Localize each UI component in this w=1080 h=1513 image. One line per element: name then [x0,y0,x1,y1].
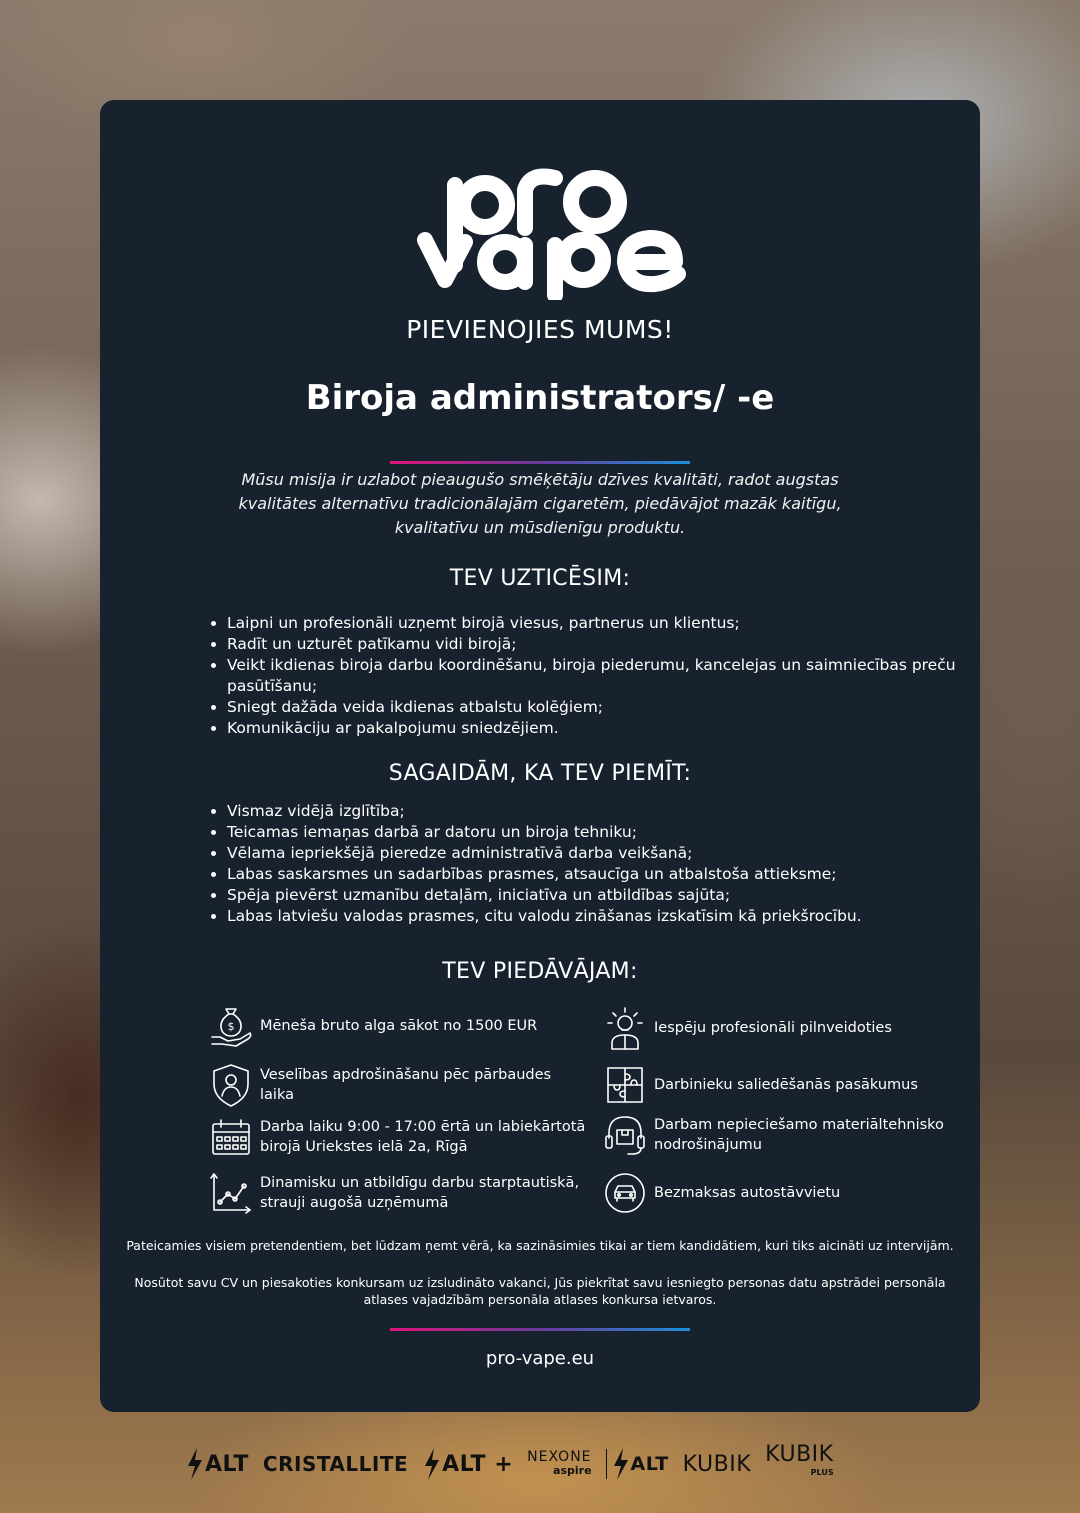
growth-chart-icon [208,1170,254,1216]
job-card [100,100,980,1412]
list-item: • Teicamas iemaņas darbā ar datoru un biroja tehniku; [227,822,967,843]
responsibilities-list [207,613,967,739]
provape-logo [100,150,980,300]
job-title: Biroja administrators/ -e [305,378,775,418]
section-responsibilities-title: TEV UZTICĒSIM: [449,566,631,591]
list-item: • Radīt un uzturēt patīkamu vidi birojā; [227,634,967,655]
list-item: • Vēlama iepriekšējā pieredze administratīvā darba veikšanā; [227,843,967,864]
svg-text:$: $ [227,1020,235,1033]
list-item: • Spēja pievērst uzmanību detaļām, iniciatīva un atbildības sajūta; [227,885,967,906]
brand-kubik: KUBIK [682,1451,752,1477]
headset-support-icon [602,1112,648,1158]
list-item: • Sniegt dažāda veida ikdienas atbalstu kolēģiem; [227,697,967,718]
benefit-text: Darba laiku 9:00 - 17:00 ērtā un labiekārtotā birojā Uriekstes ielā 2a, Rīgā [260,1119,586,1155]
benefit-item [208,1062,588,1108]
car-parking-icon [602,1170,648,1216]
alt-bolt-icon [611,1447,631,1481]
brand-kubik-plus: KUBIK PLUS [765,1442,834,1477]
brand-alt-plus: ALT + [422,1447,513,1481]
alt-bolt-icon [185,1447,205,1481]
list-item: • Labas saskarsmes un sadarbības prasmes, atsaucīga un atbalstoša attieksme; [227,864,967,885]
alt-bolt-icon [422,1447,442,1481]
puzzle-icon [602,1062,648,1108]
divider-top [390,461,690,464]
benefit-text: Mēneša bruto alga sākot no 1500 EUR [260,1018,538,1034]
benefit-text: Darbinieku saliedēšanās pasākumus [654,1077,918,1093]
gdpr-note: Nosūtot savu CV un piesakoties konkursam uz izsludināto vakanci, Jūs piekrītat savu iesniegto personas datu apstrādei personāla atlases vajadzībām personāla atlases konkursa ietvaros. [134,1275,946,1307]
benefit-item [208,1114,588,1160]
brand-nexone: NEXONE aspire [527,1449,592,1477]
benefit-item [208,1170,588,1216]
idea-person-icon [602,1005,648,1051]
candidates-note: Pateicamies visiem pretendentiem, bet lūdzam ņemt vērā, ka sazināsimies tikai ar tiem kandidātiem, kuri tiks aicināti uz intervijām. [126,1238,954,1253]
list-item: • Veikt ikdienas biroja darbu koordinēšanu, biroja piederumu, kancelejas un saimniecības preču pasūtīšanu; [227,655,967,697]
list-item: • Labas latviešu valodas prasmes, citu valodu zināšanas izskatīsim kā priekšrocību. [227,906,967,927]
list-item: • Komunikāciju ar pakalpojumu sniedzējiem. [227,718,967,739]
join-us-heading: PIEVIENOJIES MUMS! [406,315,674,344]
health-shield-icon [208,1062,254,1108]
website-link[interactable]: pro-vape.eu [485,1348,595,1369]
section-benefits-title: TEV PIEDĀVĀJAM: [442,959,638,984]
list-item: • Vismaz vidējā izglītība; [227,801,967,822]
benefit-item [602,1112,982,1158]
benefit-text: Darbam nepieciešamo materiāltehnisko nodrošinājumu [654,1117,944,1153]
benefit-item [602,1170,982,1216]
benefit-text: Dinamisku un atbildīgu darbu starptautiskā, strauji augošā uzņēmumā [260,1175,580,1211]
benefit-item [602,1005,982,1051]
benefit-text: Iespēju profesionāli pilnveidoties [654,1020,892,1036]
divider-bottom [390,1328,690,1331]
benefit-item [602,1062,982,1108]
brand-alt: ALT [185,1447,249,1481]
brand-cristallite: CRISTALLITE [262,1452,409,1476]
brand-logos [185,1440,905,1488]
money-bag-hand-icon [208,1003,254,1049]
section-requirements-title: SAGAIDĀM, KA TEV PIEMĪT: [388,761,692,786]
requirements-list [207,801,967,927]
mission-text: Mūsu misija ir uzlabot pieaugušo smēķētāju dzīves kvalitāti, radot augstas kvalitātes alternatīvu tradicionālajām cigaretēm, piedāvājot mazāk kaitīgu, kvalitatīvu un mūsdienīgu produktu. [238,470,842,537]
brand-alt-2: ALT [606,1447,669,1481]
benefit-text: Veselības apdrošināšanu pēc pārbaudes laika [260,1067,552,1103]
benefit-item [208,1003,588,1049]
list-item: • Laipni un profesionāli uzņemt birojā viesus, partnerus un klientus; [227,613,967,634]
calendar-icon [208,1114,254,1160]
benefit-text: Bezmaksas autostāvvietu [654,1185,841,1201]
